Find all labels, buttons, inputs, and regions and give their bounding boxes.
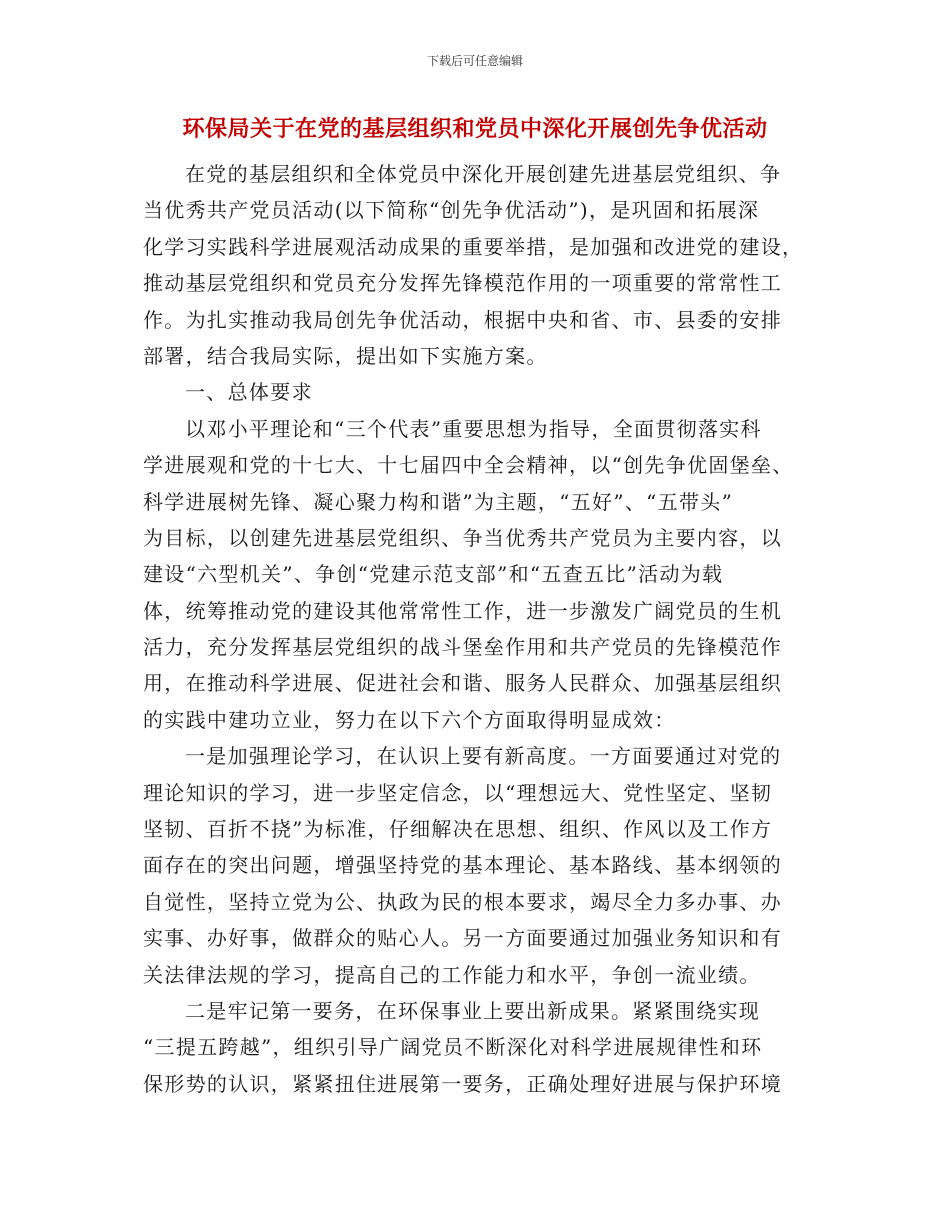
body-line: 二是牢记第一要务，在环保事业上要出新成果。紧紧围绕实现 (185, 998, 761, 1023)
body-line: 学进展观和党的十七大、十七届四中全会精神，以“创先争优固堡垒、 (143, 453, 794, 478)
body-line: 用，在推动科学进展、促进社会和谐、服务人民群众、加强基层组织 (143, 671, 782, 696)
body-line: 坚韧、百折不挠”为标准，仔细解决在思想、组织、作风以及工作方 (143, 817, 773, 842)
body-line: 一、总体要求 (185, 380, 313, 405)
body-line: 关法律法规的学习，提高自己的工作能力和水平，争创一流业绩。 (143, 962, 761, 987)
body-line: 保形势的认识，紧紧扭住进展第一要务，正确处理好进展与保护环境 (143, 1071, 782, 1096)
body-line: 科学进展树先锋、凝心聚力构和谐”为主题，“五好”、“五带头” (143, 489, 734, 514)
body-line: 体，统筹推动党的建设其他常常性工作，进一步激发广阔党员的生机 (143, 598, 782, 623)
body-line: 当优秀共产党员活动(以下简称“创先争优活动”)，是巩固和拓展深 (143, 198, 760, 223)
body-line: 面存在的突出问题，增强坚持党的基本理论、基本路线、基本纲领的 (143, 853, 782, 878)
body-line: “三提五跨越”，组织引导广阔党员不断深化对科学进展规律性和环 (143, 1035, 763, 1060)
body-line: 实事、办好事，做群众的贴心人。另一方面要通过加强业务知识和有 (143, 926, 782, 951)
body-line: 的实践中建功立业，努力在以下六个方面取得明显成效： (143, 707, 676, 732)
body-line: 建设“六型机关”、争创“党建示范支部”和“五查五比”活动为载 (143, 562, 724, 587)
body-line: 一是加强理论学习，在认识上要有新高度。一方面要通过对党的 (185, 744, 782, 769)
body-line: 推动基层党组织和党员充分发挥先锋模范作用的一项重要的常常性工 (143, 271, 782, 296)
document-title: 环保局关于在党的基层组织和党员中深化开展创先争优活动 (182, 117, 768, 142)
body-line: 部署，结合我局实际，提出如下实施方案。 (143, 343, 548, 368)
body-line: 理论知识的学习，进一步坚定信念，以“理想远大、党性坚定、坚韧 (143, 780, 773, 805)
body-line: 在党的基层组织和全体党员中深化开展创建先进基层党组织、争 (185, 162, 782, 186)
header-note: 下载后可任意编辑 (426, 54, 523, 68)
body-line: 以邓小平理论和“三个代表”重要思想为指导，全面贯彻落实科 (185, 416, 762, 441)
body-line: 为目标，以创建先进基层党组织、争当优秀共产党员为主要内容，以 (143, 525, 782, 550)
body-line: 化学习实践科学进展观活动成果的重要举措，是加强和改进党的建设， (143, 234, 804, 259)
body-line: 作。为扎实推动我局创先争优活动，根据中央和省、市、县委的安排 (143, 307, 782, 332)
body-line: 活力，充分发挥基层党组织的战斗堡垒作用和共产党员的先锋模范作 (143, 635, 782, 660)
document-body (143, 156, 809, 1102)
body-line: 自觉性，坚持立党为公、执政为民的根本要求，竭尽全力多办事、办 (143, 889, 782, 914)
